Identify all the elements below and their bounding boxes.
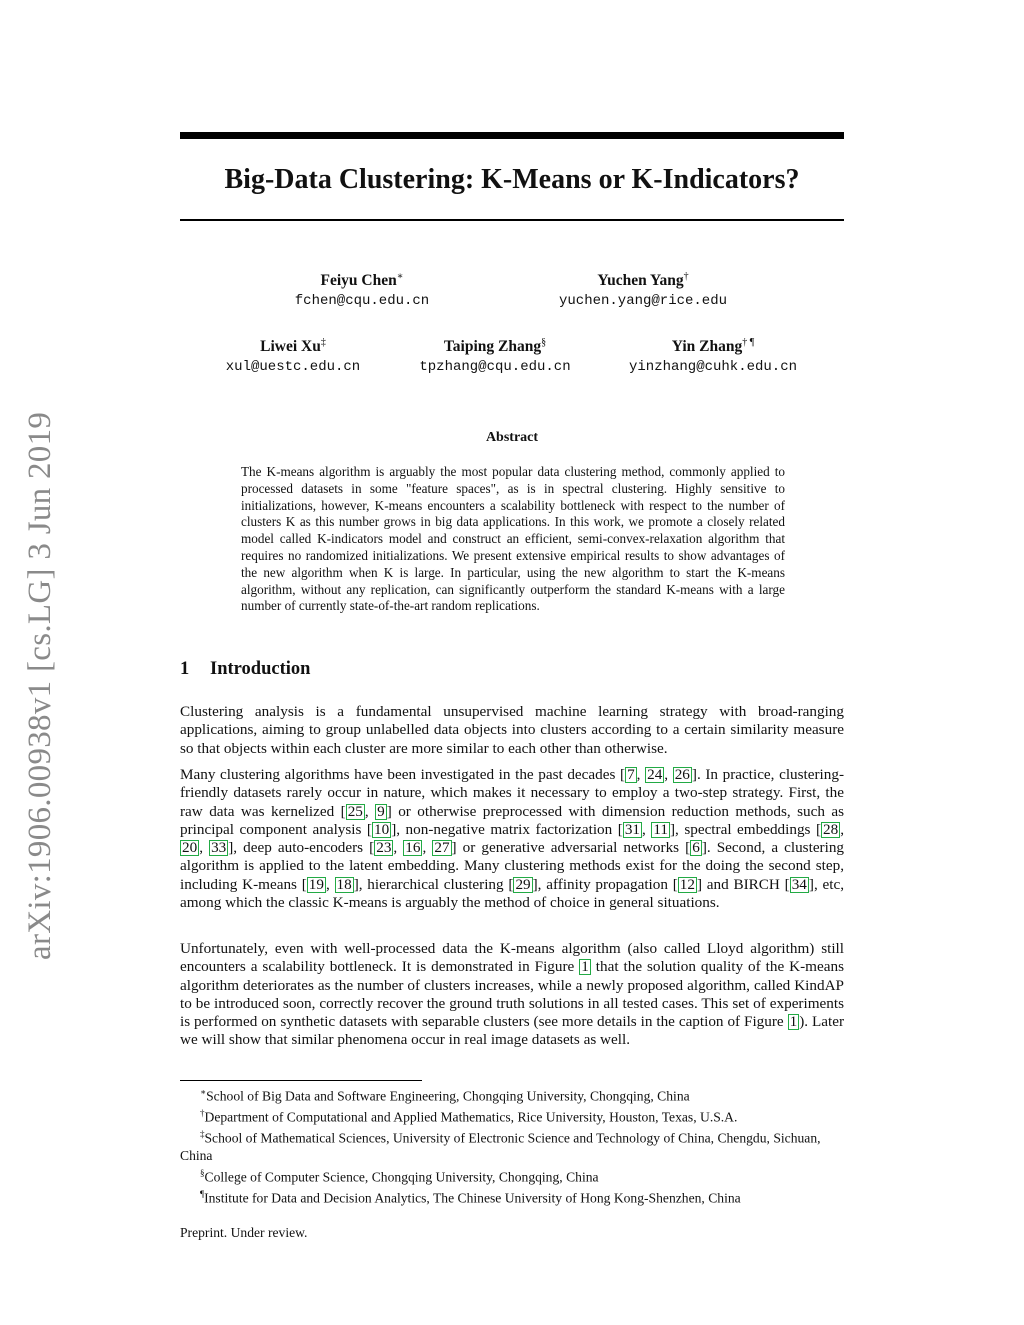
footnote: §College of Computer Science, Chongqing University, Chongqing, China [200, 1167, 599, 1185]
author-name: Taiping Zhang§ [443, 337, 547, 356]
footnote: ∗School of Big Data and Software Engineering, Chongqing University, Chongqing, China [200, 1087, 690, 1104]
citation-link[interactable]: 31 [624, 820, 641, 838]
citation-link[interactable]: 24 [647, 766, 663, 783]
citation-link[interactable]: 16 [405, 839, 421, 857]
author-email[interactable]: fchen@cqu.edu.cn [294, 293, 430, 310]
author-block [533, 267, 753, 311]
author-block [395, 333, 595, 377]
citation-link[interactable]: 10 [374, 820, 390, 838]
citation-link[interactable]: 26 [674, 766, 690, 783]
citation-link[interactable]: 27 [434, 839, 450, 857]
citation-link[interactable]: 6 [692, 839, 700, 857]
author-block [193, 333, 393, 377]
intro-paragraph-2: Many clustering algorithms have been investigated in the past decades [ 7 , 24 , 26 ]. In practice, clustering-friendly datasets rarely occur in nature, which makes it necessary to employ a two-step strategy. First, the raw data was kernelized [ 25 , 9 ] or otherwise preprocessed with dimension reduction methods, such as principal component analysis [ 10 ], non-negative matrix factorization [ 31 , 11 ], spectral embeddings [ 28 , 20 , 33 ], deep auto-encoders [ 23 , 16 , 27 ] or generative adversarial networks [ 6 ]. Second, a clustering algorithm is applied to the latent embedding. Many clustering methods exist for the doing the second step, including K-means [ 19 , 18 ], hierarchical clustering [ 29 ], affinity propagation [ 12 ] and BIRCH [ 34 ], etc, among which the classic K-means is arguably the method of choice in general situations. [180, 766, 845, 912]
citation-link[interactable]: 11 [653, 820, 668, 838]
citation-link[interactable]: 19 [308, 875, 324, 893]
citation-link[interactable]: 9 [377, 802, 385, 820]
citation-link[interactable]: 20 [182, 839, 198, 857]
footnote: †Department of Computational and Applied Mathematics, Rice University, Houston, Texas, U.S.A. [200, 1108, 738, 1125]
section-number: 1 [180, 659, 190, 679]
citation-link[interactable]: 12 [679, 875, 695, 893]
figure-link[interactable]: 1 [789, 1013, 798, 1031]
footnotes [180, 1084, 844, 1207]
citation-link[interactable]: 28 [823, 820, 839, 838]
author-name: Yin Zhang† ¶ [671, 337, 755, 356]
section-heading [180, 659, 310, 680]
citation-link[interactable]: 25 [347, 802, 363, 820]
author-block [603, 333, 823, 377]
author-name: Yuchen Yang† [597, 271, 689, 290]
author-email[interactable]: yinzhang@cuhk.edu.cn [628, 359, 798, 376]
arxiv-stamp: arXiv:1906.00938v1 [cs.LG] 3 Jun 2019 [22, 411, 58, 960]
author-email[interactable]: xul@uestc.edu.cn [225, 359, 361, 376]
intro-paragraph-1: Clustering analysis is a fundamental unsupervised machine learning strategy with broad-ranging applications, aiming to group unlabelled data objects into clusters according to a certain similarity measure so that objects within each cluster are more similar to each other than otherwise. [180, 703, 844, 757]
footnote-rule [180, 1080, 422, 1081]
citation-link[interactable]: 18 [336, 875, 352, 893]
section-title: Introduction [210, 659, 311, 679]
title-top-rule [180, 132, 844, 139]
author-name: Feiyu Chen∗ [320, 271, 404, 290]
author-email[interactable]: tpzhang@cqu.edu.cn [419, 359, 571, 376]
citation-link[interactable]: 29 [515, 875, 531, 893]
citation-link[interactable]: 7 [627, 766, 635, 783]
footnote: ¶Institute for Data and Decision Analytics, The Chinese University of Hong Kong-Shenzhen, China [200, 1189, 741, 1206]
author-name: Liwei Xu‡ [260, 337, 326, 356]
citation-link[interactable]: 34 [791, 875, 807, 893]
paper-title: Big-Data Clustering: K-Means or K-Indicators? [224, 164, 800, 195]
preprint-note: Preprint. Under review. [180, 1225, 308, 1240]
citation-link[interactable]: 23 [376, 839, 392, 857]
footnote: ‡School of Mathematical Sciences, University of Electronic Science and Technology of China, Chengdu, Sichuan, China [180, 1129, 821, 1164]
author-email[interactable]: yuchen.yang@rice.edu [558, 293, 728, 310]
abstract-heading: Abstract [485, 430, 539, 445]
intro-paragraph-3: Unfortunately, even with well-processed data the K-means algorithm (also called Lloyd algorithm) still encounters a scalability bottleneck. It is demonstrated in Figure 1 that the solution quality of the K-means algorithm deteriorates as the number of clusters increases, while a newly proposed algorithm, called KindAP to be introduced soon, correctly recover the ground truth solutions in all tested cases. This set of experiments is performed on synthetic datasets with separable clusters (see more details in the caption of Figure 1 ). Later we will show that similar phenomena occur in real image datasets as well. [180, 940, 844, 1049]
abstract-text: The K-means algorithm is arguably the most popular data clustering method, commonly applied to processed datasets in some "feature spaces", as is in spectral clustering. Highly sensitive to initializations, however, K-means encounters a scalability bottleneck with respect to the number of clusters K as this number grows in big data applications. In this work, we promote a closely related model called K-indicators model and construct an efficient, semi-convex-relaxation algorithm that requires no randomized initializations. We present extensive empirical results to show advantages of the new algorithm when K is large. In particular, using the new algorithm to start the K-means algorithm, without any replication, can significantly outperform the standard K-means with a large number of currently state-of-the-art random replications. [241, 464, 785, 614]
citation-link[interactable]: 33 [211, 839, 227, 857]
title-bottom-rule [180, 219, 844, 221]
figure-link[interactable]: 1 [581, 958, 589, 976]
author-block [262, 267, 462, 311]
